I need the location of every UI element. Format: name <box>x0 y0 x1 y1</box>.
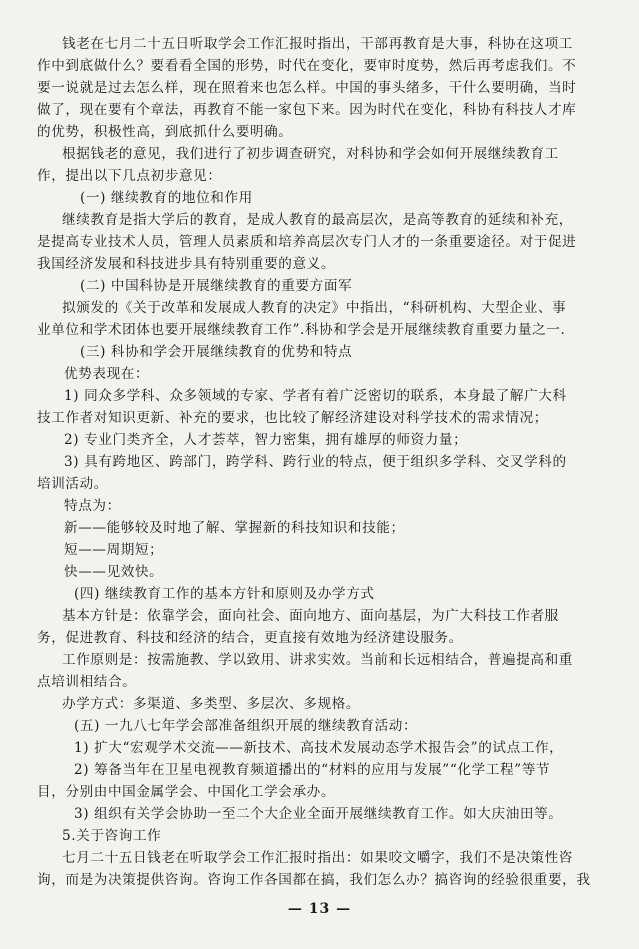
text-line: 务，促进教育、科技和经济的结合，更直接有效地为经济建设服务。 <box>37 630 463 646</box>
text-line: 短——周期短； <box>64 542 164 558</box>
text-line: 目，分别由中国金属学会、中国化工学会承办。 <box>37 784 336 800</box>
text-line: 作中到底做什么？要看看全国的形势，时代在变化，要审时度势，然后再考虑我们。不 <box>37 58 577 74</box>
page-number: — 13 — <box>287 901 352 917</box>
section-heading: (一) 继续教育的地位和作用 <box>80 190 253 206</box>
text-line: 1) 同众多学科、众多领域的专家、学者有着广泛密切的联系，本身最了解广大科 <box>64 388 567 404</box>
text-line: 作，提出以下几点初步意见： <box>37 168 222 184</box>
text-line: 我国经济发展和科技进步具有特别重要的意义。 <box>37 256 336 272</box>
section-heading: (四) 继续教育工作的基本方针和原则及办学方式 <box>74 586 375 602</box>
text-line: 要一说就是过去怎么样，现在照着来也怎么样。中国的事头绪多，干什么要明确，当时 <box>37 80 577 96</box>
text-line: 拟颁发的《关于改革和发展成人教育的决定》中指出，“科研机构、大型企业、事 <box>62 300 567 316</box>
text-line: 3) 组织有关学会协助一至二个大企业全面开展继续教育工作。如大庆油田等。 <box>74 806 563 822</box>
text-line: 钱老在七月二十五日听取学会工作汇报时指出，干部再教育是大事，科协在这项工 <box>62 36 573 52</box>
text-line: 询，而是为决策提供咨询。咨询工作各国都在搞，我们怎么办？搞咨询的经验很重要，我 <box>37 872 591 888</box>
text-line: 1) 扩大“宏观学术交流——新技术、高技术发展动态学术报告会”的试点工作， <box>74 740 564 756</box>
text-line: 做了，现在要有个章法，再教育不能一家包下来。因为时代在变化，科协有科技人才库 <box>37 102 577 118</box>
text-line: 技工作者对知识更新、补充的要求，也比较了解经济建设对科学技术的需求情况； <box>37 410 548 426</box>
text-line: 业单位和学术团体也要开展继续教育工作”.科协和学会是开展继续教育重要力量之一. <box>37 322 566 338</box>
text-line: 根据钱老的意见，我们进行了初步调查研究，对科协和学会如何开展继续教育工 <box>62 146 559 162</box>
text-line: 七月二十五日钱老在听取学会工作汇报时指出：如果咬文嚼字，我们不是决策性咨 <box>62 850 573 866</box>
text-line: 点培训相结合。 <box>37 674 137 690</box>
text-line: 是提高专业技术人员，管理人员素质和培养高层次专门人才的一条重要途径。对于促进 <box>37 234 577 250</box>
text-line: 优势表现在： <box>64 366 150 382</box>
text-line: 基本方针是：依靠学会，面向社会、面向地方、面向基层，为广大科技工作者服 <box>62 608 559 624</box>
text-line: 继续教育是指大学后的教育，是成人教育的最高层次，是高等教育的延续和补充， <box>62 212 573 228</box>
section-heading: 5.关于咨询工作 <box>62 828 162 844</box>
text-line: 快——见效快。 <box>64 564 164 580</box>
section-heading: (二) 中国科协是开展继续教育的重要方面军 <box>80 278 353 294</box>
text-line: 特点为： <box>64 498 121 514</box>
section-heading: (五) 一九八七年学会部准备组织开展的继续教育活动： <box>74 718 418 734</box>
text-line: 工作原则是：按需施教、学以致用、讲求实效。当前和长远相结合，普遍提高和重 <box>62 652 573 668</box>
text-line: 培训活动。 <box>37 476 108 492</box>
text-line: 3) 具有跨地区、跨部门，跨学科、跨行业的特点，便于组织多学科、交叉学科的 <box>64 454 567 470</box>
section-heading: (三) 科协和学会开展继续教育的优势和特点 <box>80 344 353 360</box>
text-line: 的优势，积极性高，到底抓什么要明确。 <box>37 124 293 140</box>
text-line: 办学方式：多渠道、多类型、多层次、多规格。 <box>62 696 361 712</box>
text-line: 2) 专业门类齐全，人才荟萃，智力密集，拥有雄厚的师资力量； <box>64 432 468 448</box>
text-line: 新——能够较及时地了解、掌握新的科技知识和技能； <box>64 520 405 536</box>
text-line: 2) 筹备当年在卫星电视教育频道播出的“材料的应用与发展”“化学工程”等节 <box>74 762 551 778</box>
